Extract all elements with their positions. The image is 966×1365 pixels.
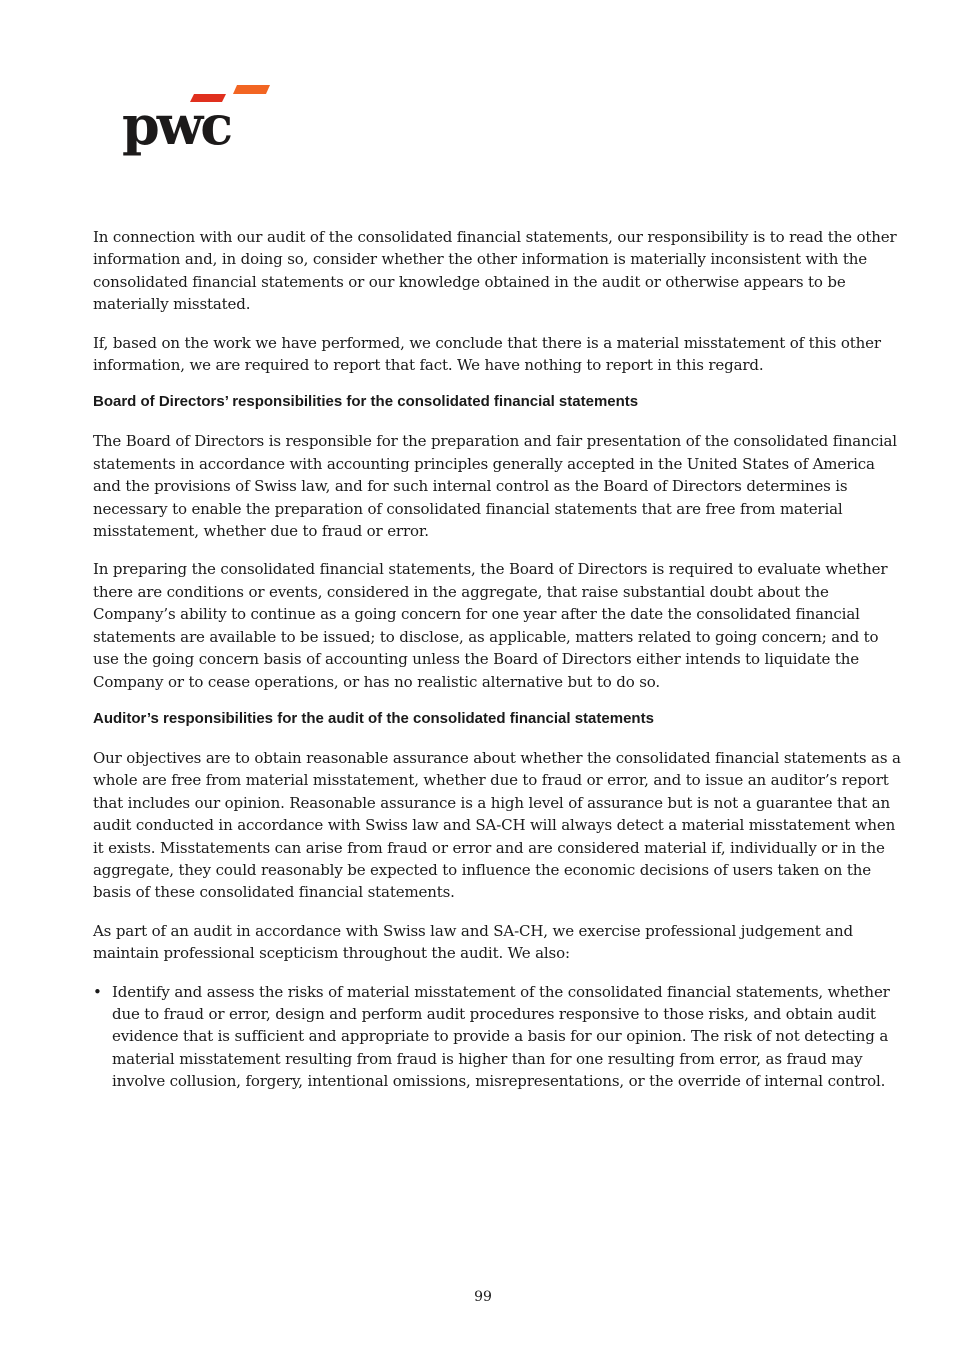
- auditor-responsibilities-heading: Auditor’s responsibilities for the audit of the consolidated financial statements: [93, 709, 654, 727]
- pwc-logo-graphic: [122, 82, 274, 162]
- professional-judgement-paragraph: As part of an audit in accordance with Swiss law and SA-CH, we exercise professional judgement and maintain professional scepticism throughout the audit. We also:: [93, 921, 854, 963]
- board-responsibilities-heading: Board of Directors’ responsibilities for the consolidated financial statements: [93, 393, 639, 411]
- page-number: 99: [474, 1289, 492, 1305]
- going-concern-paragraph: In preparing the consolidated financial statements, the Board of Directors is required to evaluate whether there are conditions or events, considered in the aggregate, that raise substantial doubt about the Company’s ability to continue as a going concern for one year after the date the consolidated financial statements are available to be issued; to disclose, as applicable, matters related to going concern; and to use the going concern basis of accounting unless the Board of Directors either intends to liquidate the Company or to cease operations, or has no realistic alternative but to do so.: [93, 560, 888, 691]
- logo-wordmark: pwc: [122, 93, 231, 157]
- list-item: [93, 981, 903, 1093]
- pwc-logo: [122, 82, 274, 162]
- document-body: [93, 226, 903, 1093]
- board-responsibility-paragraph: The Board of Directors is responsible for the preparation and fair presentation of the consolidated financial statements in accordance with accounting principles generally accepted in the United States of America and the provisions of Swiss law, and for such internal control as the Board of Directors determines is necessary to enable the preparation of consolidated financial statements that are free from material misstatement, whether due to fraud or error.: [93, 432, 897, 541]
- audit-objectives-paragraph: Our objectives are to obtain reasonable assurance about whether the consolidated financial statements as a whole are free from material misstatement, whether due to fraud or error, and to issue an auditor’s report that includes our opinion. Reasonable assurance is a high level of assurance but is not a guarantee that an audit conducted in accordance with Swiss law and SA-CH will always detect a material misstatement when it exists. Misstatements can arise from fraud or error and are considered material if, individually or in the aggregate, they could reasonably be expected to influence the economic decisions of users taken on the basis of these consolidated financial statements.: [93, 748, 901, 902]
- bullet-icon: •: [93, 982, 102, 1001]
- list-item-text: Identify and assess the risks of material misstatement of the consolidated financial statements, whether due to fraud or error, design and perform audit procedures responsive to those risks, and obtain audit evidence that is sufficient and appropriate to provide a basis for our opinion. The risk of not detecting a material misstatement resulting from fraud is higher than for one resulting from error, as fraud may involve collusion, forgery, intentional omissions, misrepresentations, or the override of internal control.: [112, 982, 890, 1091]
- audit-procedures-list: [93, 981, 903, 1093]
- logo-bar-light: [233, 85, 270, 94]
- nothing-to-report-paragraph: If, based on the work we have performed, we conclude that there is a material misstatement of this other information, we are required to report that fact. We have nothing to report in this regard.: [93, 333, 881, 375]
- other-information-paragraph: In connection with our audit of the consolidated financial statements, our responsibility is to read the other information and, in doing so, consider whether the other information is materially inconsistent with the consolidated financial statements or our knowledge obtained in the audit or otherwise appears to be materially misstated.: [93, 228, 897, 314]
